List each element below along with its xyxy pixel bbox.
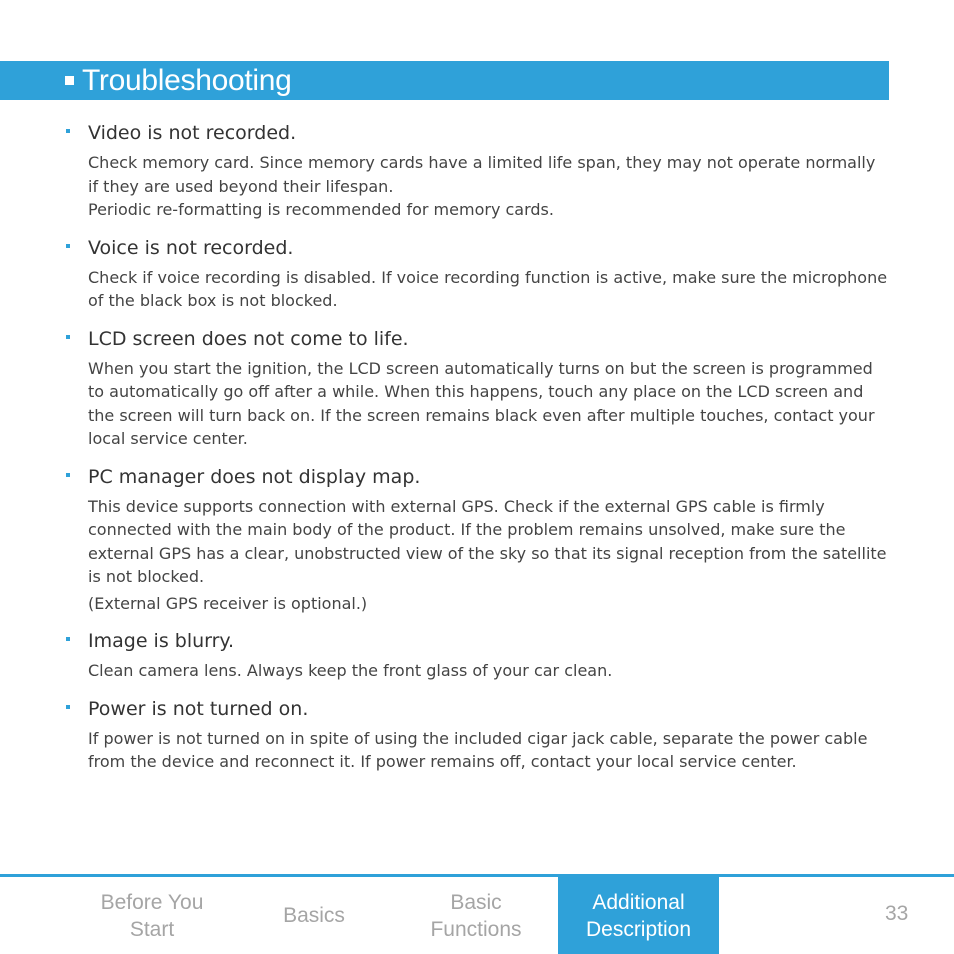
bullet-icon [66, 637, 70, 641]
list-item [0, 462, 954, 616]
item-body [88, 659, 888, 683]
item-body-text: Check if voice recording is disabled. If voice recording function is active, make sure the microphone of the black box is not blocked. [88, 267, 888, 310]
bullet-icon [66, 129, 70, 133]
item-title: Voice is not recorded. [88, 236, 294, 259]
page-title: Troubleshooting [82, 63, 292, 97]
item-title: PC manager does not display map. [88, 465, 421, 488]
item-body-text: If power is not turned on in spite of using the included cigar jack cable, separate the power cable from the device and reconnect it. If power remains off, contact your local service center. [88, 728, 868, 771]
troubleshooting-list [0, 118, 954, 785]
item-body [88, 266, 888, 313]
tab-basic-functions[interactable]: Basic Functions [430, 890, 522, 941]
page-number: 33 [885, 902, 909, 925]
item-title: Image is blurry. [88, 630, 235, 652]
tab-additional-description[interactable]: Additional Description [558, 877, 719, 954]
bullet-icon [66, 335, 70, 339]
bullet-icon [66, 705, 70, 709]
footer-nav [0, 877, 954, 954]
item-body [88, 727, 888, 774]
item-body [88, 495, 888, 616]
list-item [0, 324, 954, 451]
list-item [0, 118, 954, 222]
list-item [0, 626, 954, 683]
item-body [88, 151, 888, 222]
item-body-text: When you start the ignition, the LCD screen automatically turns on but the screen is programmed to automatically go off after a while. When this happens, touch any place on the LCD screen and the screen will turn back on. If the screen remains black even after multiple touches, contact your local service center. [88, 358, 875, 448]
item-title: LCD screen does not come to life. [88, 327, 409, 350]
item-body-text: Check memory card. Since memory cards have a limited life span, they may not operate normally if they are used beyond their lifespan. [88, 153, 876, 196]
item-title: Power is not turned on. [88, 697, 309, 720]
bullet-icon [66, 244, 70, 248]
item-note: (External GPS receiver is optional.) [88, 593, 368, 613]
item-title: Video is not recorded. [88, 122, 297, 144]
item-body-text: This device supports connection with external GPS. Check if the external GPS cable is firmly connected with the main body of the product. If the problem remains unsolved, make sure the external GPS has a clear, unobstructed view of the sky so that its signal reception from the satellite is not blocked. [88, 496, 887, 586]
header-square-icon [65, 76, 74, 85]
section-header [0, 61, 889, 100]
item-body-text: Periodic re-formatting is recommended for memory cards. [88, 200, 554, 219]
bullet-icon [66, 473, 70, 477]
item-body [88, 357, 888, 451]
list-item [0, 233, 954, 313]
list-item [0, 694, 954, 774]
tab-before-you-start[interactable]: Before You Start [100, 890, 204, 941]
tab-basics[interactable]: Basics [283, 904, 345, 927]
item-body-text: Clean camera lens. Always keep the front glass of your car clean. [88, 661, 613, 680]
